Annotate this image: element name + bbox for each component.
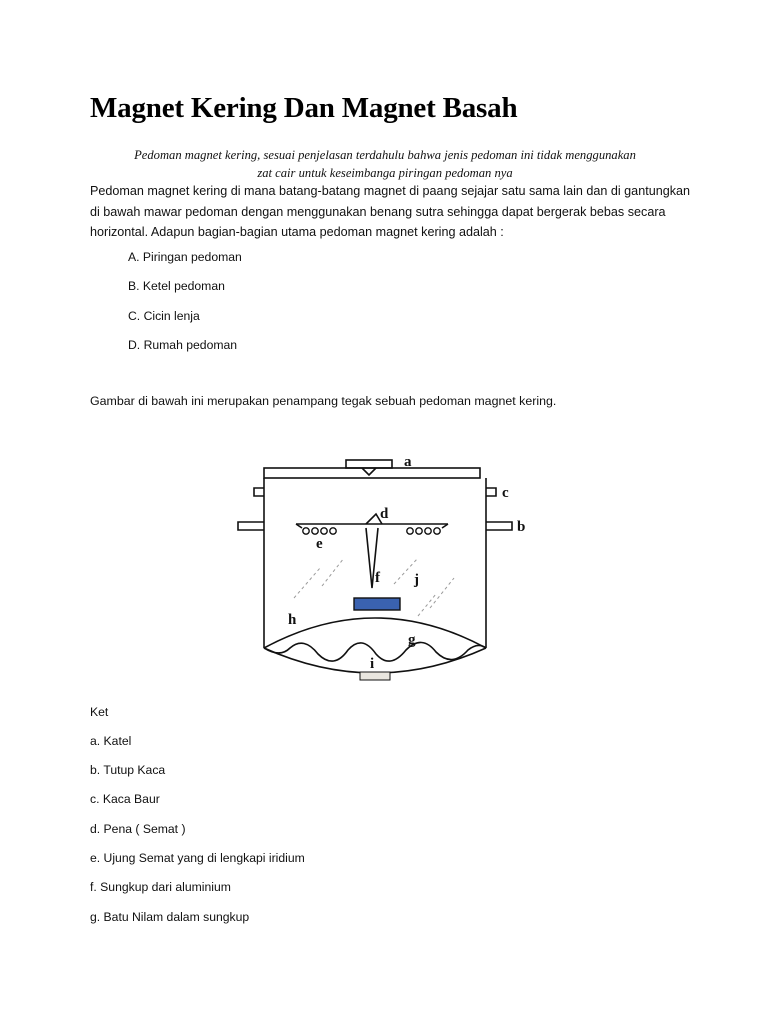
legend-item: e. Ujung Semat yang di lengkapi iridium <box>90 850 305 865</box>
lid-pivot <box>362 468 376 475</box>
lug-right-lower <box>486 522 512 530</box>
lug-left-upper <box>254 488 264 496</box>
quote-line-2: zat cair untuk keseimbanga piringan pedoman nya <box>257 166 513 180</box>
parts-list <box>128 249 242 366</box>
card-magnets <box>303 528 440 534</box>
magnet-dot <box>321 528 327 534</box>
magnet-dot <box>434 528 440 534</box>
label-f: f <box>375 570 380 586</box>
magnet-dot <box>407 528 413 534</box>
bottom-plug <box>360 672 390 680</box>
compass-cross-section-diagram <box>230 448 530 688</box>
lug-left-lower <box>238 522 264 530</box>
diagram-caption: Gambar di bawah ini merupakan penampang tegak sebuah pedoman magnet kering. <box>90 394 557 408</box>
legend-item: g. Batu Nilam dalam sungkup <box>90 909 250 924</box>
magnet-dot <box>303 528 309 534</box>
lid-knob <box>346 460 392 468</box>
quote-line-1: Pedoman magnet kering, sesuai penjelasan terdahulu bahwa jenis pedoman ini tidak menggunakan <box>134 148 636 162</box>
parts-list-item: B. Ketel pedoman <box>128 279 225 294</box>
magnet-dot <box>330 528 336 534</box>
parts-list-item: C. Cicin lenja <box>128 308 200 323</box>
label-b: b <box>517 519 526 535</box>
legend-item: f. Sungkup dari aluminium <box>90 880 231 895</box>
intro-quote <box>90 146 680 182</box>
wave-base <box>264 642 486 661</box>
label-g: g <box>408 632 416 648</box>
parts-list-item: A. Piringan pedoman <box>128 250 242 264</box>
label-a: a <box>404 454 412 470</box>
label-h: h <box>288 612 297 628</box>
legend-item: d. Pena ( Semat ) <box>90 821 186 836</box>
page-title: Magnet Kering Dan Magnet Basah <box>90 92 518 124</box>
pivot-weight <box>354 598 400 610</box>
lug-right-upper <box>486 488 496 496</box>
label-j: j <box>414 572 419 588</box>
legend-item: b. Tutup Kaca <box>90 763 166 778</box>
magnet-dot <box>312 528 318 534</box>
label-d: d <box>380 506 389 522</box>
legend-list <box>90 704 305 938</box>
magnet-dot <box>416 528 422 534</box>
label-e: e <box>316 536 323 552</box>
parts-list-item: D. Rumah pedoman <box>128 337 238 352</box>
label-c: c <box>502 485 509 501</box>
label-i: i <box>370 656 375 672</box>
legend-item: a. Katel <box>90 733 132 748</box>
legend-heading: Ket <box>90 705 109 719</box>
legend-item: c. Kaca Baur <box>90 792 160 807</box>
magnet-dot <box>425 528 431 534</box>
intro-paragraph: Pedoman magnet kering di mana batang-batang magnet di paang sejajar satu sama lain dan di gantungkan di bawah mawar pedoman dengan menggunakan benang sutra sehingga dapat bergerak bebas secara horizontal. Adapun bagian-bagian utama pedoman magnet kering adalah : <box>90 184 691 239</box>
